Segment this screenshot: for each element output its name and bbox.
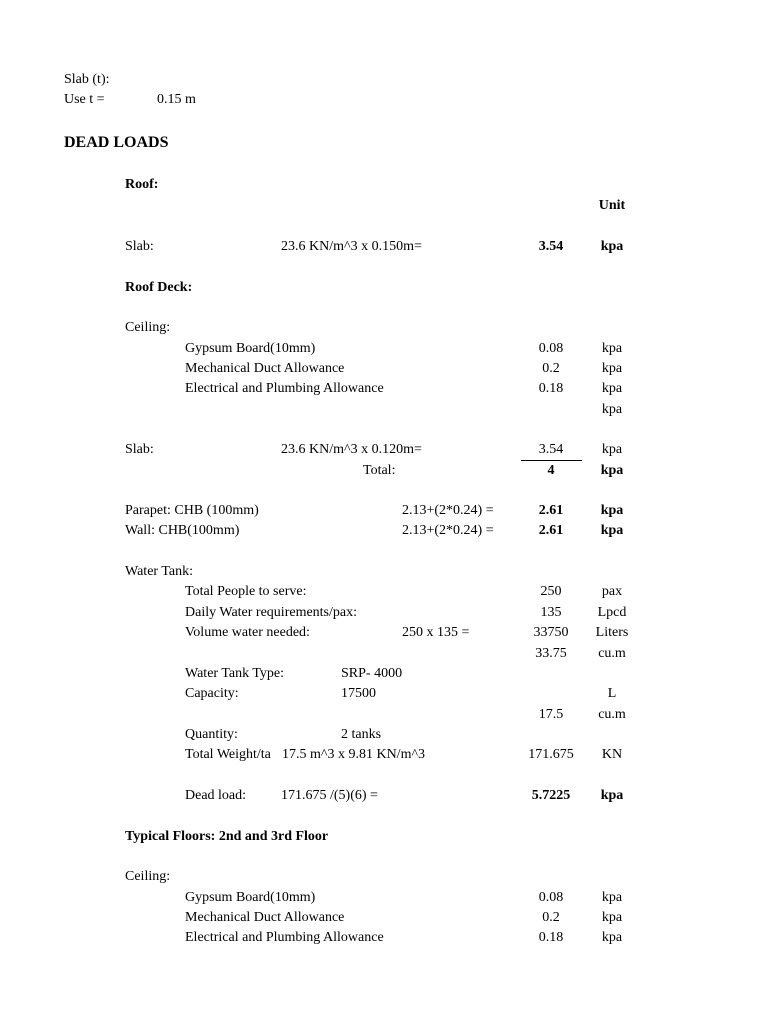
typical-floors-title: Typical Floors: 2nd and 3rd Floor	[125, 829, 329, 844]
roof-deck-ceiling-label: Ceiling:	[125, 320, 171, 335]
quantity-label: Quantity:	[185, 727, 238, 742]
typical-item-value: 0.2	[542, 910, 560, 925]
roof-deck-total-label: Total:	[363, 463, 396, 478]
roof-deck-item-value: 0.08	[538, 341, 564, 356]
capacity-cum-value: 17.5	[538, 707, 564, 722]
quantity-value: 2 tanks	[341, 727, 382, 742]
total-weight-value: 171.675	[528, 747, 574, 762]
roof-deck-item-label: Gypsum Board(10mm)	[185, 341, 316, 356]
typical-item-value: 0.08	[538, 890, 564, 905]
roof-deck-title: Roof Deck:	[125, 280, 193, 295]
parapet-value: 2.61	[538, 503, 564, 518]
roof-title: Roof:	[125, 177, 159, 192]
daily-water-value: 135	[540, 605, 562, 620]
daily-water-unit: Lpcd	[597, 605, 627, 620]
roof-slab-formula: 23.6 KN/m^3 x 0.150m=	[281, 239, 422, 254]
typical-item-label: Gypsum Board(10mm)	[185, 890, 316, 905]
volume-formula: 250 x 135 =	[402, 625, 470, 640]
parapet-unit: kpa	[600, 503, 624, 518]
capacity-label: Capacity:	[185, 686, 239, 701]
roof-slab-unit: kpa	[600, 239, 624, 254]
roof-deck-slab-value: 3.54	[538, 442, 564, 457]
total-underline	[521, 460, 582, 461]
roof-deck-slab-label: Slab:	[125, 442, 154, 457]
dead-load-unit: kpa	[600, 788, 624, 803]
capacity-value: 17500	[341, 686, 376, 701]
typical-item-unit: kpa	[601, 890, 623, 905]
typical-item-value: 0.18	[538, 930, 564, 945]
typical-item-label: Mechanical Duct Allowance	[185, 910, 345, 925]
roof-slab-value: 3.54	[538, 239, 564, 254]
roof-deck-total-value: 4	[547, 463, 555, 478]
roof-deck-extra-unit: kpa	[601, 402, 623, 417]
roof-deck-slab-unit: kpa	[601, 442, 623, 457]
roof-deck-item-label: Mechanical Duct Allowance	[185, 361, 345, 376]
parapet-formula: 2.13+(2*0.24) =	[402, 503, 494, 518]
volume-unit: Liters	[595, 625, 629, 640]
wall-value: 2.61	[538, 523, 564, 538]
roof-deck-slab-formula: 23.6 KN/m^3 x 0.120m=	[281, 442, 422, 457]
volume-cum-value: 33.75	[535, 646, 567, 661]
roof-deck-item-unit: kpa	[601, 341, 623, 356]
capacity-cum-unit: cu.m	[598, 707, 626, 722]
roof-deck-item-value: 0.18	[538, 381, 564, 396]
wall-label: Wall: CHB(100mm)	[125, 523, 240, 538]
total-weight-formula: 17.5 m^3 x 9.81 KN/m^3	[282, 747, 426, 762]
typical-ceiling-label: Ceiling:	[125, 869, 171, 884]
roof-deck-item-unit: kpa	[601, 381, 623, 396]
use-thickness-label: Use t =	[64, 92, 105, 107]
roof-deck-item-value: 0.2	[542, 361, 560, 376]
tank-type-value: SRP- 4000	[341, 666, 403, 681]
typical-item-unit: kpa	[601, 910, 623, 925]
total-weight-unit: KN	[601, 747, 623, 762]
volume-label: Volume water needed:	[185, 625, 310, 640]
dead-load-formula: 171.675 /(5)(6) =	[281, 788, 378, 803]
roof-deck-total-unit: kpa	[600, 463, 624, 478]
capacity-unit: L	[607, 686, 617, 701]
water-tank-title: Water Tank:	[125, 564, 193, 579]
wall-formula: 2.13+(2*0.24) =	[402, 523, 494, 538]
dead-load-label: Dead load:	[185, 788, 247, 803]
roof-deck-item-unit: kpa	[601, 361, 623, 376]
roof-deck-item-label: Electrical and Plumbing Allowance	[185, 381, 384, 396]
people-value: 250	[540, 584, 562, 599]
people-label: Total People to serve:	[185, 584, 307, 599]
volume-cum-unit: cu.m	[598, 646, 626, 661]
wall-unit: kpa	[600, 523, 624, 538]
typical-item-label: Electrical and Plumbing Allowance	[185, 930, 384, 945]
tank-type-label: Water Tank Type:	[185, 666, 285, 681]
daily-water-label: Daily Water requirements/pax:	[185, 605, 357, 620]
volume-value: 33750	[533, 625, 569, 640]
people-unit: pax	[601, 584, 623, 599]
dead-load-value: 5.7225	[531, 788, 571, 803]
typical-item-unit: kpa	[601, 930, 623, 945]
parapet-label: Parapet: CHB (100mm)	[125, 503, 259, 518]
slab-thickness-label: Slab (t):	[64, 72, 110, 87]
roof-slab-label: Slab:	[125, 239, 154, 254]
unit-header: Unit	[598, 198, 626, 213]
use-thickness-value: 0.15 m	[157, 92, 196, 107]
total-weight-label: Total Weight/ta	[185, 747, 271, 762]
dead-loads-heading: DEAD LOADS	[64, 134, 169, 151]
